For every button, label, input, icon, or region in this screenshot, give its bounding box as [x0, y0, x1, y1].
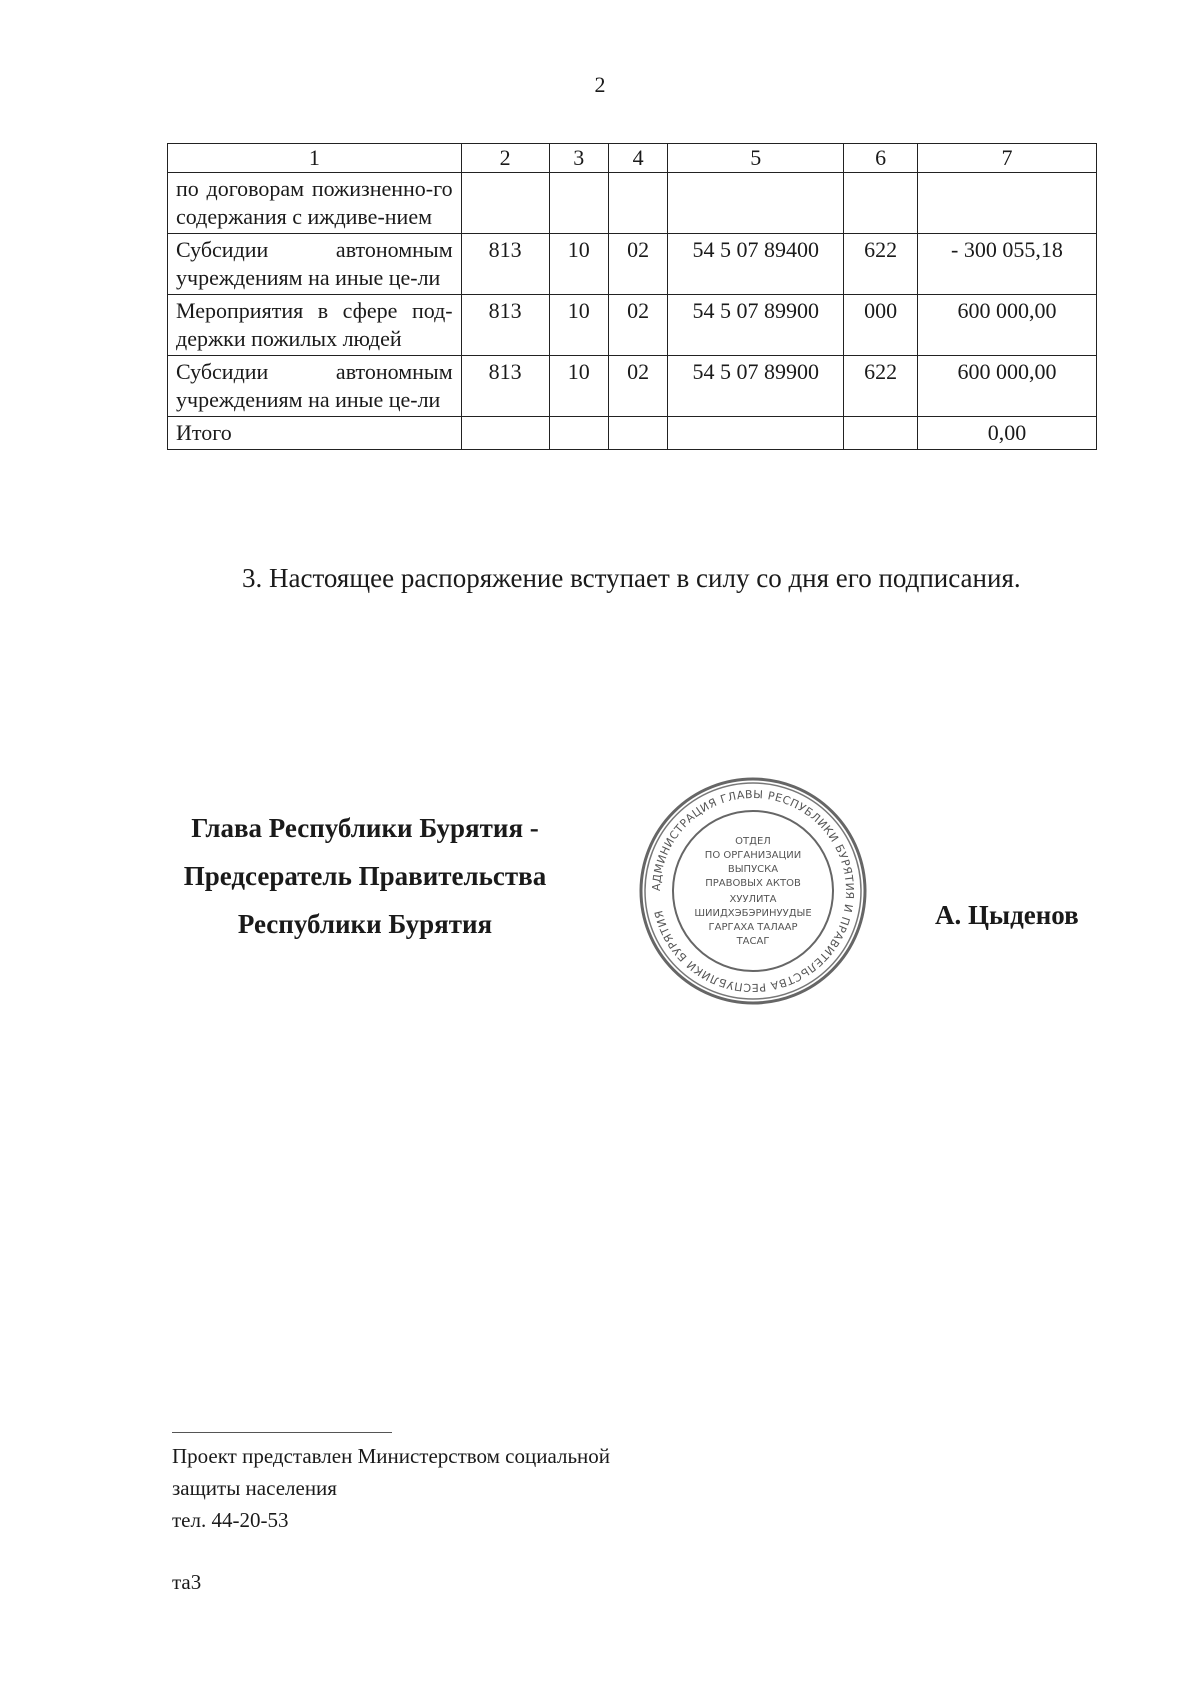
- header-cell: 5: [668, 144, 844, 173]
- cell: [844, 417, 918, 450]
- cell: 10: [549, 234, 608, 295]
- footnote: [172, 1440, 610, 1536]
- svg-text:АДМИНИСТРАЦИЯ ГЛАВЫ РЕСПУБЛИКИ: [650, 788, 856, 994]
- cell: 10: [549, 295, 608, 356]
- cell: 10: [549, 356, 608, 417]
- header-cell: 6: [844, 144, 918, 173]
- cell: 813: [461, 295, 549, 356]
- cell: 54 5 07 89900: [668, 295, 844, 356]
- cell: 600 000,00: [917, 295, 1096, 356]
- footnote-divider: [172, 1432, 392, 1433]
- cell: 0,00: [917, 417, 1096, 450]
- cell: 54 5 07 89400: [668, 234, 844, 295]
- budget-table: [167, 143, 1097, 450]
- seal-line: ОТДЕЛ: [735, 836, 771, 847]
- cell: [608, 417, 667, 450]
- seal-line: ШИИДХЭБЭРИНУУДЫЕ: [694, 908, 812, 919]
- header-cell: 3: [549, 144, 608, 173]
- cell: 02: [608, 295, 667, 356]
- row-name: Итого: [168, 417, 462, 450]
- table-row-total: [168, 417, 1097, 450]
- cell: 02: [608, 234, 667, 295]
- cell: [461, 173, 549, 234]
- cell: [549, 173, 608, 234]
- footnote-line: защиты населения: [172, 1476, 337, 1500]
- cell: [668, 173, 844, 234]
- seal-line: ТАСАГ: [736, 936, 770, 947]
- table-row: [168, 173, 1097, 234]
- seal-line: ХУУЛИТА: [729, 894, 777, 905]
- header-cell: 4: [608, 144, 667, 173]
- row-name: Субсидии автономным учреждениям на иные це-ли: [168, 356, 462, 417]
- cell: [461, 417, 549, 450]
- cell: [668, 417, 844, 450]
- clause-text: 3. Настоящее распоряжение вступает в силу со дня его подписания.: [242, 563, 1021, 593]
- row-name: по договорам пожизненно-го содержания с иждиве-нием: [168, 173, 462, 234]
- cell: [549, 417, 608, 450]
- cell: 54 5 07 89900: [668, 356, 844, 417]
- header-cell: 7: [917, 144, 1096, 173]
- header-cell: 1: [168, 144, 462, 173]
- cell: 622: [844, 234, 918, 295]
- cell: 000: [844, 295, 918, 356]
- footnote-line: тел. 44-20-53: [172, 1508, 289, 1532]
- row-name: Субсидии автономным учреждениям на иные це-ли: [168, 234, 462, 295]
- footnote-line: Проект представлен Министерством социальной: [172, 1444, 611, 1468]
- page-number: 2: [594, 72, 606, 97]
- signatory-title: [170, 804, 560, 948]
- cell: 813: [461, 234, 549, 295]
- table-header-row: [168, 144, 1097, 173]
- table-row: [168, 295, 1097, 356]
- seal-line: ВЫПУСКА: [727, 864, 779, 875]
- signatory-title-line: Глава Республики Бурятия -: [191, 813, 539, 843]
- document-code: та3: [172, 1570, 202, 1594]
- cell: 813: [461, 356, 549, 417]
- seal-line: ГАРГАХА ТАЛААР: [708, 922, 798, 933]
- cell: 02: [608, 356, 667, 417]
- cell: 600 000,00: [917, 356, 1096, 417]
- cell: [917, 173, 1096, 234]
- cell: [844, 173, 918, 234]
- cell: [608, 173, 667, 234]
- seal-line: ПО ОРГАНИЗАЦИИ: [704, 850, 802, 861]
- signatory-name: А. Цыденов: [935, 900, 1079, 930]
- table-row: [168, 234, 1097, 295]
- table-row: [168, 356, 1097, 417]
- cell: - 300 055,18: [917, 234, 1096, 295]
- row-name: Мероприятия в сфере под-держки пожилых людей: [168, 295, 462, 356]
- official-seal-icon: [638, 776, 868, 1006]
- cell: 622: [844, 356, 918, 417]
- header-cell: 2: [461, 144, 549, 173]
- signatory-title-line: Республики Бурятия: [237, 909, 493, 939]
- seal-ring-text: АДМИНИСТРАЦИЯ ГЛАВЫ РЕСПУБЛИКИ БУРЯТИЯ И ПРАВИТЕЛЬСТВА РЕСПУБЛИКИ БУРЯТИЯ: [649, 787, 857, 995]
- signatory-title-line: Предсератель Правительства: [183, 861, 547, 891]
- seal-line: ПРАВОВЫХ АКТОВ: [705, 878, 801, 889]
